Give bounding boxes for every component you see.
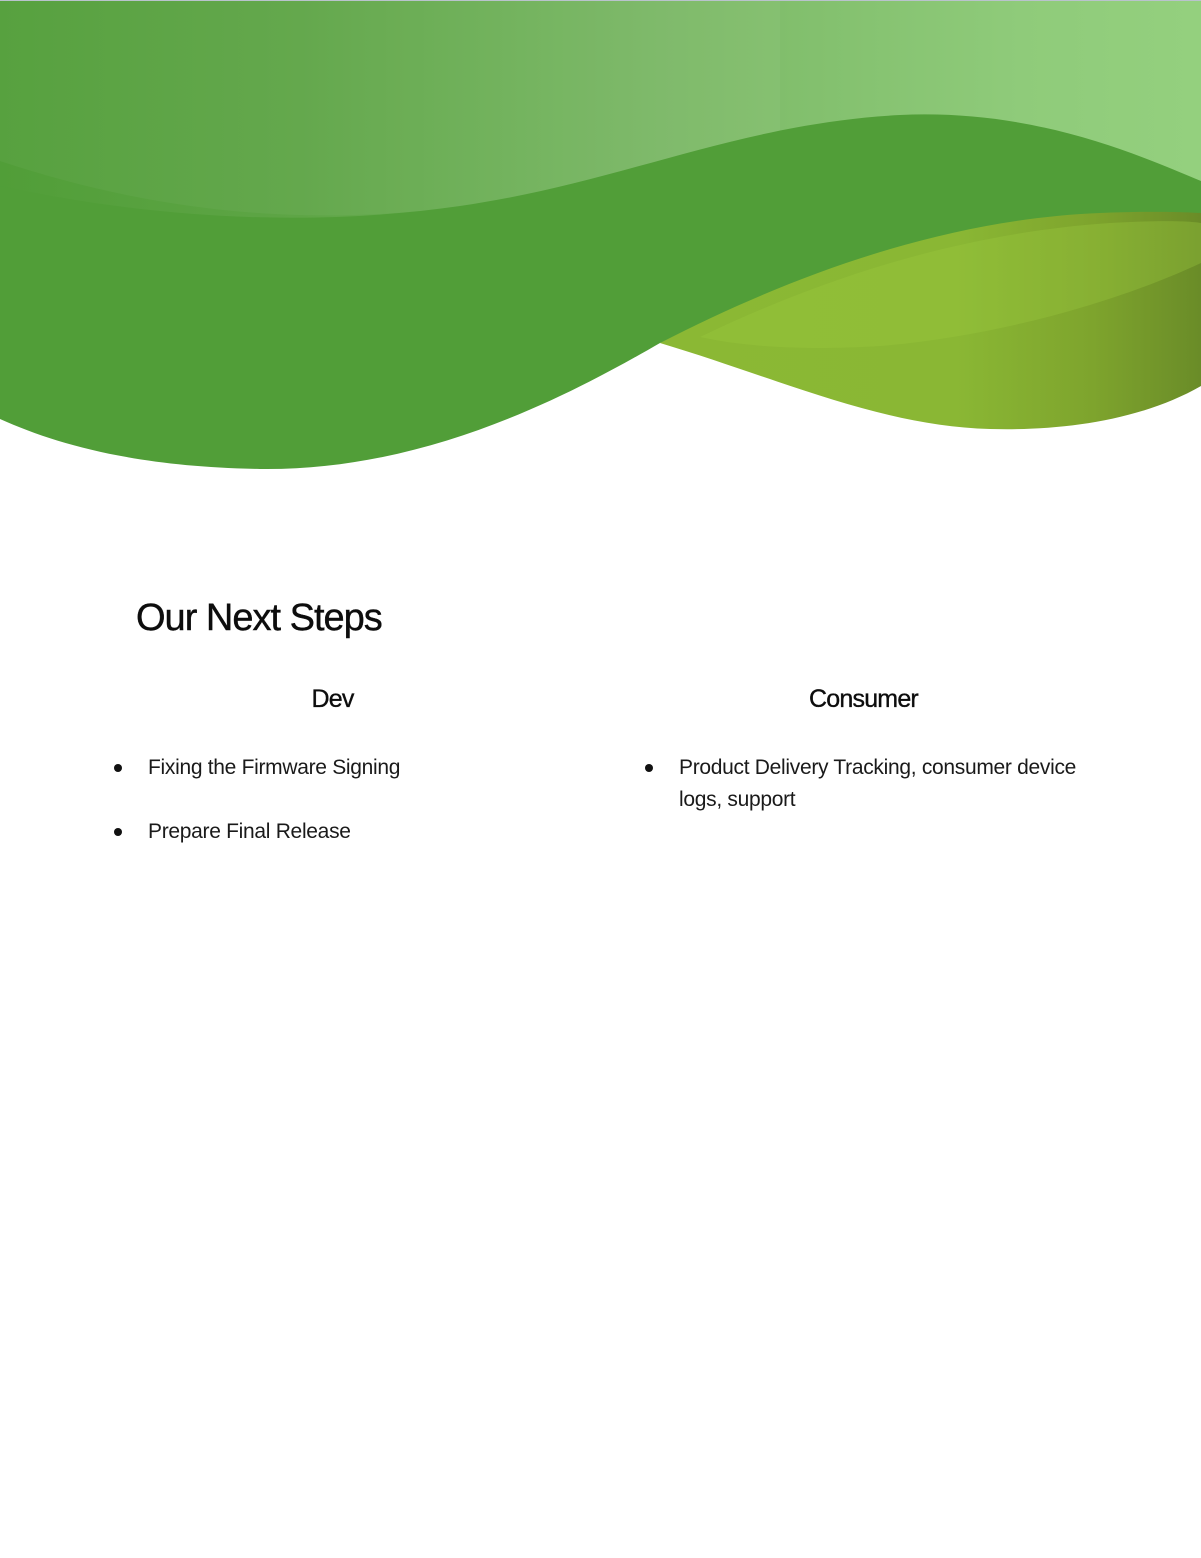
page-title: Our Next Steps	[136, 597, 382, 639]
bullet-icon	[114, 828, 122, 836]
list-item-text: Prepare Final Release	[148, 820, 351, 843]
list-item	[100, 752, 565, 784]
list-item	[631, 752, 1109, 816]
list-item-text: Fixing the Firmware Signing	[148, 756, 401, 779]
consumer-heading: Consumer	[809, 685, 918, 713]
list-item	[100, 816, 565, 848]
consumer-bullet-list	[631, 752, 1096, 816]
dev-bullet-list	[100, 752, 565, 848]
consumer-column	[631, 678, 1096, 816]
dev-heading: Dev	[311, 685, 354, 713]
header-wave-graphic	[0, 1, 1201, 481]
list-item-text: Product Delivery Tracking, consumer device logs, support	[679, 756, 1077, 811]
bullet-icon	[114, 764, 122, 772]
bullet-icon	[645, 764, 653, 772]
dev-column	[100, 678, 565, 880]
